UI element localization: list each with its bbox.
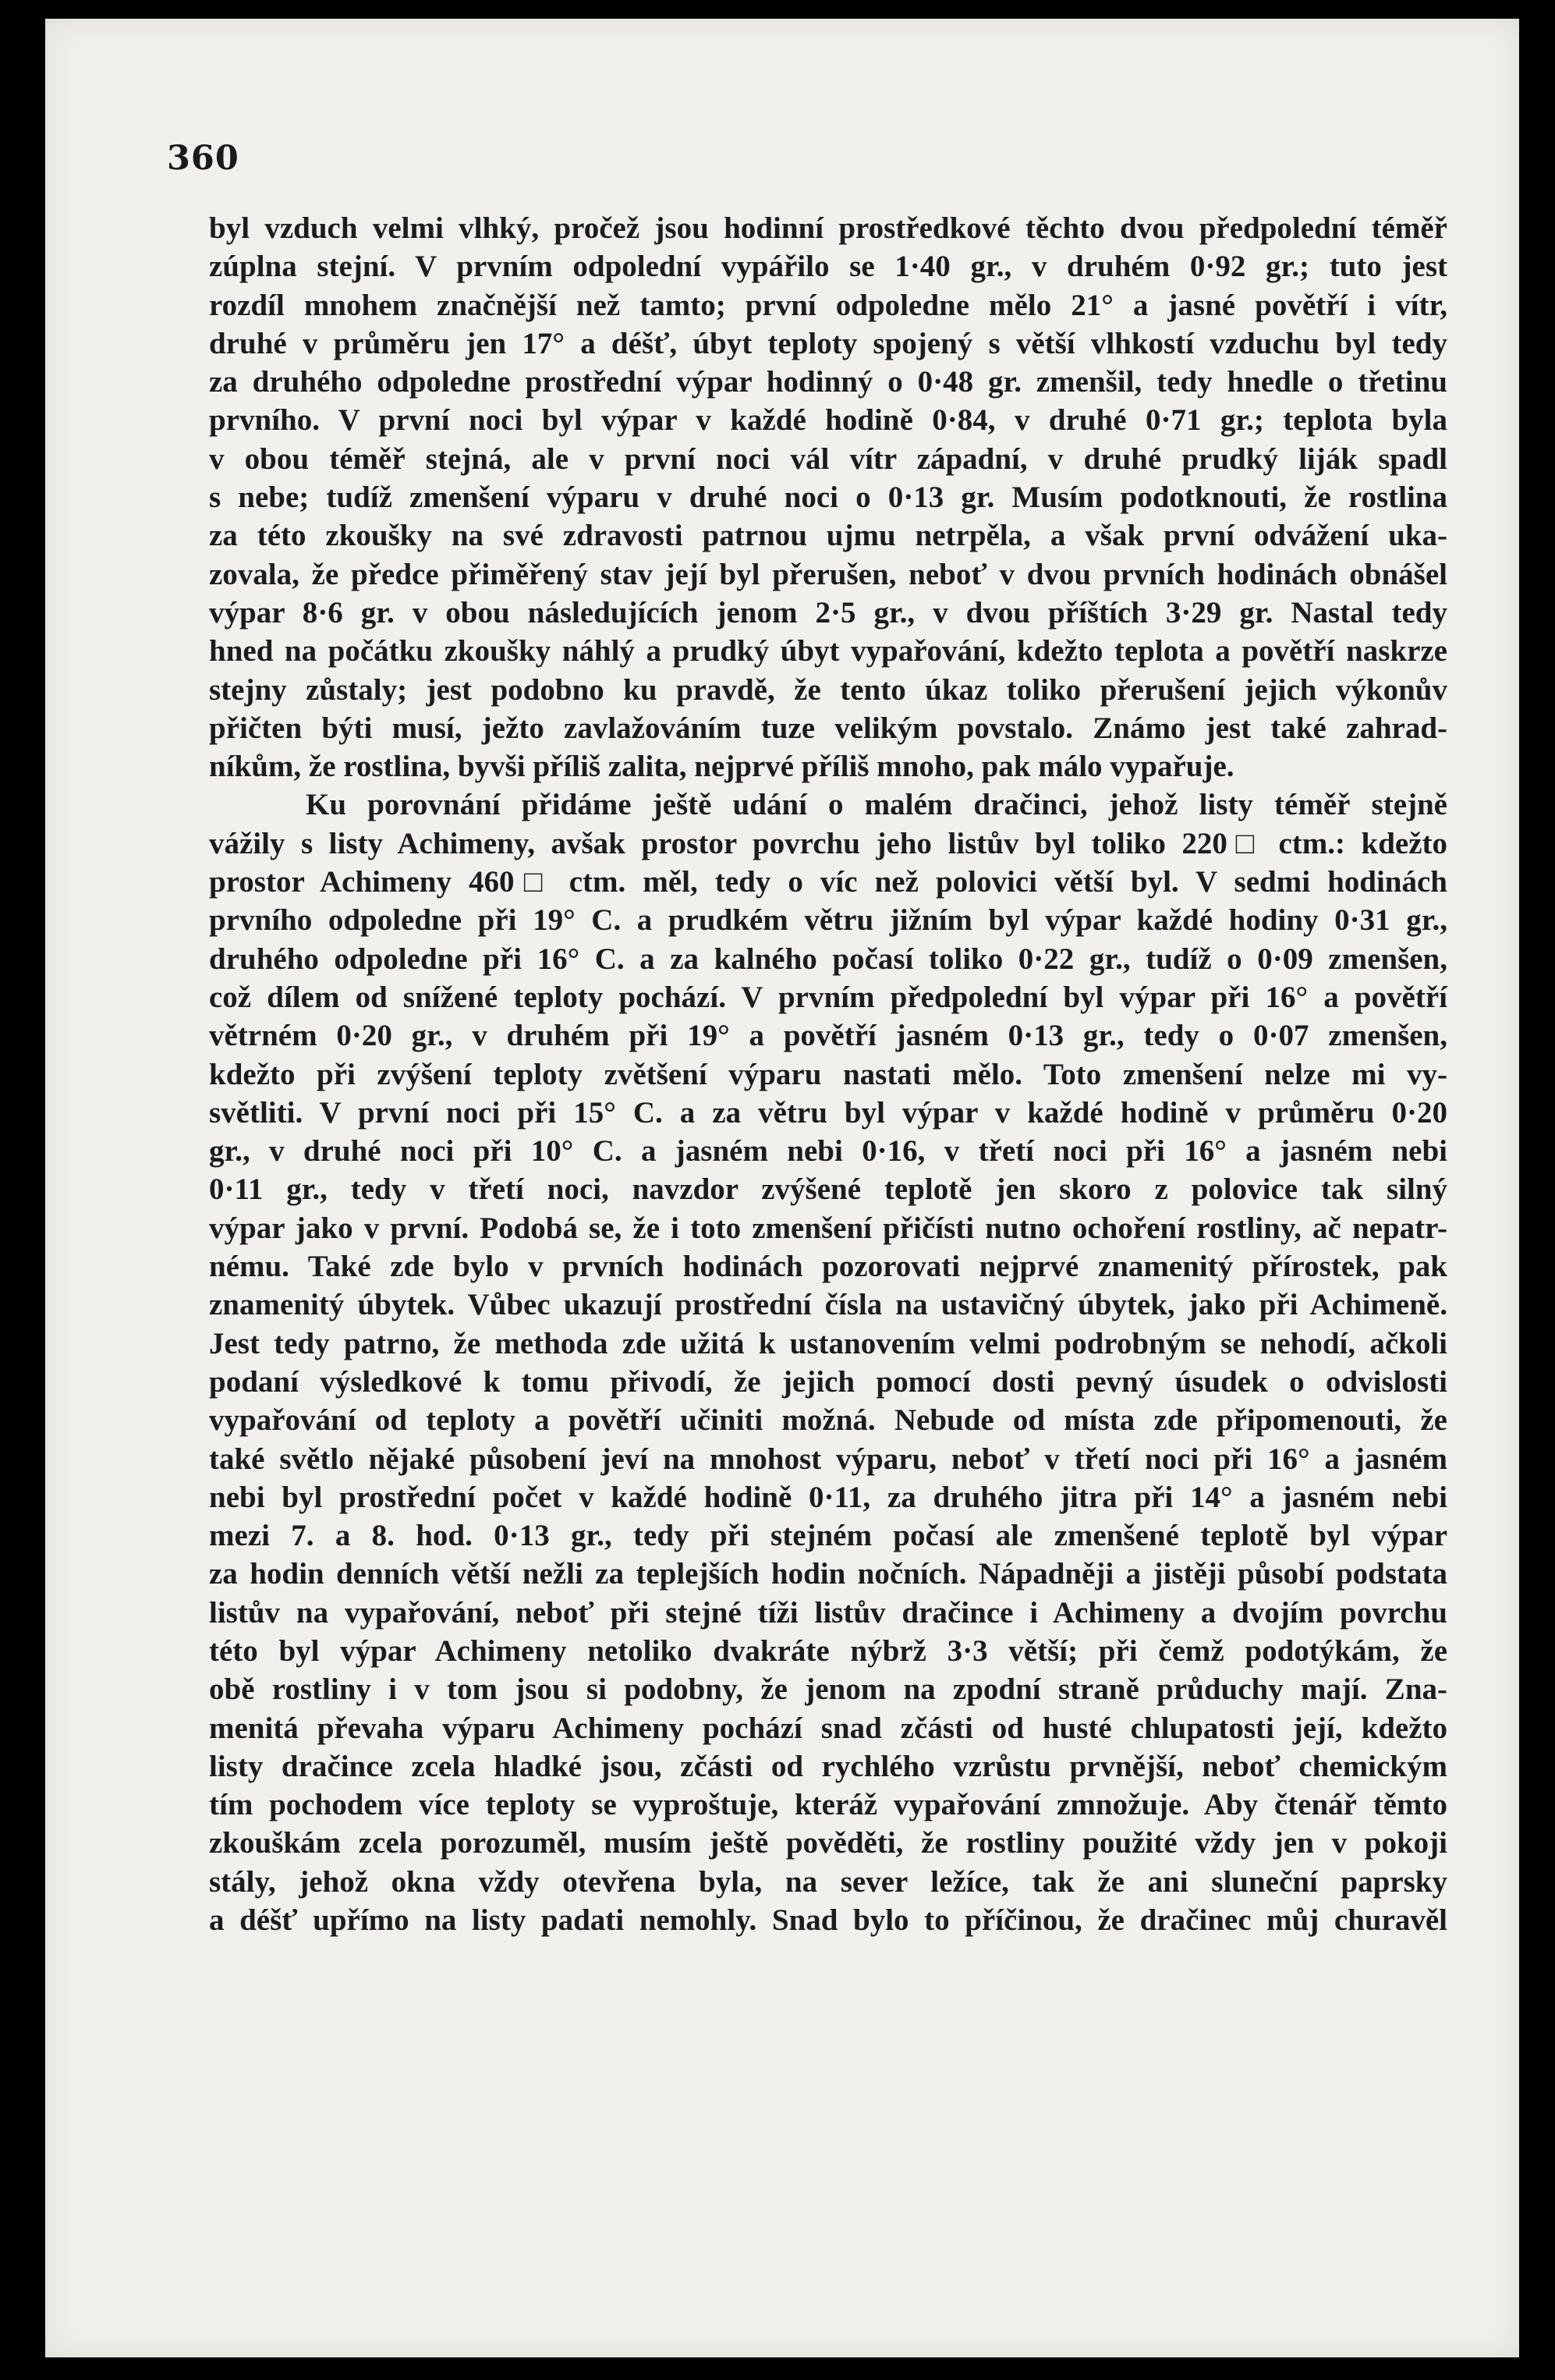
text-line: rozdíl mnohem značnější než tamto; první odpoledne mělo 21° a jasné povětří i vítr, [209,288,1447,322]
text-line: zkouškám zcela porozuměl, musím ještě pověděti, že rostliny použité vždy jen v pokoji [209,1826,1447,1860]
text-line: za druhého odpoledne prostřední výpar hodinný o 0·48 gr. zmenšil, tedy hnedle o třetinu [209,365,1447,399]
text-line: 0·11 gr., tedy v třetí noci, navzdor zvýšené teplotě jen skoro z polovice tak silný [209,1172,1447,1207]
text-line: Jest tedy patrno, že methoda zde užitá k ustanovením velmi podrobným se nehodí, ačkoli [209,1326,1447,1360]
text-line: listy dračince zcela hladké jsou, zčásti od rychlého vzrůstu prvnější, neboť chemickým [209,1749,1447,1783]
text-line: gr., v druhé noci při 10° C. a jasném nebi 0·16, v třetí noci při 16° a jasném nebi [209,1134,1447,1169]
text-line: níkům, že rostlina, byvši příliš zalita, nejprvé příliš mnoho, pak málo vypařuje. [209,750,1234,784]
text-line: zúplna stejní. V prvním odpolední vypářilo se 1·40 gr., v druhém 0·92 gr.; tuto jest [209,250,1447,284]
body-text [209,209,1447,1939]
text-line: Ku porovnání přidáme ještě udání o malém dračinci, jehož listy téměř stejně [306,788,1447,822]
text-line: hned na počátku zkoušky náhlý a prudký úbyt vypařování, kdežto teplota a povětří naskrze [209,634,1447,669]
text-line: druhé v průměru jen 17° a déšť, úbyt teploty spojený s větší vlhkostí vzduchu byl tedy [209,326,1447,360]
text-line: což dílem od snížené teploty pochází. V prvním předpolední byl výpar při 16° a povětří [209,980,1447,1014]
page-number: 360 [167,139,239,178]
text-line: menitá převaha výparu Achimeny pochází snad zčásti od husté chlupatosti její, kdežto [209,1711,1447,1745]
text-line: v obou téměř stejná, ale v první noci vál vítr západní, v druhé prudký liják spadl [209,442,1447,476]
text-line: tím pochodem více teploty se vyproštuje, kteráž vypařování zmnožuje. Aby čtenář těmto [209,1788,1447,1822]
text-line: také světlo nějaké působení jeví na mnohost výparu, neboť v třetí noci při 16° a jasném [209,1442,1447,1476]
text-line: podaní výsledkové k tomu přivodí, že jejich pomocí dosti pevný úsudek o odvislosti [209,1364,1447,1399]
text-line: nému. Také zde bylo v prvních hodinách pozorovati nejprvé znamenitý přírostek, pak [209,1250,1447,1284]
text-line: stejny zůstaly; jest podobno ku pravdě, že tento úkaz toliko přerušení jejich výkonův [209,672,1447,707]
text-line: prvního odpoledne při 19° C. a prudkém větru jižním byl výpar každé hodiny 0·31 gr., [209,903,1447,938]
text-line: zovala, že předce přiměřený stav její byl přerušen, neboť v dvou prvních hodinách obnášel [209,557,1447,591]
text-line: větrném 0·20 gr., v druhém při 19° a povětří jasném 0·13 gr., tedy o 0·07 zmenšen, [209,1019,1447,1053]
text-line: kdežto při zvýšení teploty zvětšení výparu nastati mělo. Toto zmenšení nelze mi vy- [209,1057,1447,1091]
text-line: výpar 8·6 gr. v obou následujících jenom 2·5 gr., v dvou příštích 3·29 gr. Nastal tedy [209,595,1447,630]
text-line: výpar jako v první. Podobá se, že i toto zmenšení přičísti nutno ochoření rostliny, ač nepatr- [209,1211,1447,1245]
text-line: prostor Achimeny 460□ ctm. měl, tedy o víc než polovici větší byl. V sedmi hodinách [209,865,1447,899]
text-line: a déšť upřímo na listy padati nemohly. Snad bylo to příčinou, že dračinec můj churavěl [209,1903,1447,1938]
text-line: prvního. V první noci byl výpar v každé hodině 0·84, v druhé 0·71 gr.; teplota byla [209,403,1447,438]
text-line: vypařování od teploty a povětří učiniti možná. Nebude od místa zde připomenouti, že [209,1403,1447,1438]
text-line: nebi byl prostřední počet v každé hodině 0·11, za druhého jitra při 14° a jasném nebi [209,1480,1447,1514]
text-line: znamenitý úbytek. Vůbec ukazují prostřední čísla na ustavičný úbytek, jako při Achimeně. [209,1288,1447,1322]
text-line: druhého odpoledne při 16° C. a za kalného počasí toliko 0·22 gr., tudíž o 0·09 zmenšen, [209,942,1447,976]
text-line: této byl výpar Achimeny netoliko dvakráte nýbrž 3·3 větší; při čemž podotýkám, že [209,1633,1447,1668]
text-line: listův na vypařování, neboť při stejné tíži listův dračince i Achimeny a dvojím povrchu [209,1595,1447,1630]
text-line: za hodin denních větší nežli za teplejších hodin nočních. Nápadněji a jistěji působí podstata [209,1557,1447,1591]
text-line: za této zkoušky na své zdravosti patrnou ujmu netrpěla, a však první odvážení uka- [209,519,1447,553]
text-line: přičten býti musí, ježto zavlažováním tuze velikým povstalo. Známo jest také zahrad- [209,711,1447,745]
text-line: vážily s listy Achimeny, avšak prostor povrchu jeho listův byl toliko 220□ ctm.: kdežto [209,826,1447,860]
text-line: světliti. V první noci při 15° C. a za větru byl výpar v každé hodině v průměru 0·20 [209,1095,1447,1130]
text-line: obě rostliny i v tom jsou si podobny, že jenom na zpodní straně průduchy mají. Zna- [209,1672,1447,1707]
text-line: byl vzduch velmi vlhký, pročež jsou hodinní prostředkové těchto dvou předpolední téměř [209,211,1447,245]
text-line: stály, jehož okna vždy otevřena byla, na sever ležíce, tak že ani sluneční paprsky [209,1864,1447,1899]
text-line: s nebe; tudíž zmenšení výparu v druhé noci o 0·13 gr. Musím podotknouti, že rostlina [209,481,1447,515]
text-line: mezi 7. a 8. hod. 0·13 gr., tedy při stejném počasí ale zmenšené teplotě byl výpar [209,1519,1447,1553]
